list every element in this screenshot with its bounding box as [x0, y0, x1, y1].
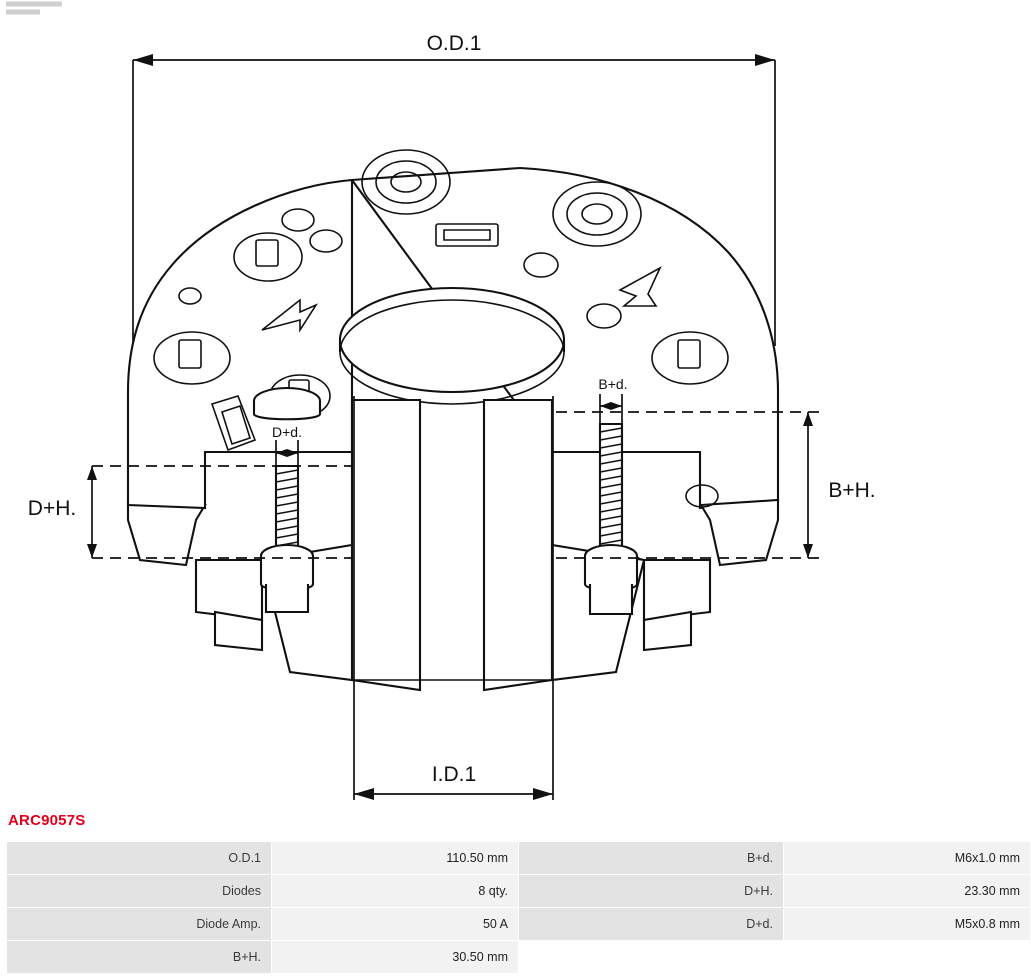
table-row: [7, 908, 1031, 941]
spec-label-diodes: Diodes: [7, 875, 272, 908]
spec-value-dd: M5x0.8 mm: [784, 908, 1031, 941]
dimension-b-plus-h-label: B+H.: [828, 479, 876, 502]
spec-label-dh: D+H.: [519, 875, 784, 908]
rectifier-body: [128, 150, 778, 690]
dimension-id1-label: I.D.1: [431, 763, 477, 786]
table-row: [7, 842, 1031, 875]
spec-empty-label: [519, 941, 784, 974]
spec-value-diode-amp: 50 A: [272, 908, 519, 941]
spec-label-od1: O.D.1: [7, 842, 272, 875]
spec-label-dd: D+d.: [519, 908, 784, 941]
spec-empty-value: [784, 941, 1031, 974]
spec-value-bh: 30.50 mm: [272, 941, 519, 974]
specifications-table: [6, 841, 1031, 974]
table-row: [7, 875, 1031, 908]
spec-label-bh: B+H.: [7, 941, 272, 974]
dimension-od1-label: O.D.1: [426, 32, 482, 55]
spec-value-od1: 110.50 mm: [272, 842, 519, 875]
spec-value-diodes: 8 qty.: [272, 875, 519, 908]
spec-label-bd: B+d.: [519, 842, 784, 875]
spec-label-diode-amp: Diode Amp.: [7, 908, 272, 941]
table-row: [7, 941, 1031, 974]
dimension-b-plus-d-label: B+d.: [598, 376, 628, 392]
spec-value-dh: 23.30 mm: [784, 875, 1031, 908]
spec-value-bd: M6x1.0 mm: [784, 842, 1031, 875]
dimension-d-plus-h-label: D+H.: [27, 497, 77, 520]
corner-crop-marks: [6, 4, 62, 12]
part-number: ARC9057S: [8, 812, 86, 829]
dimension-d-plus-d-label: D+d.: [272, 424, 302, 440]
